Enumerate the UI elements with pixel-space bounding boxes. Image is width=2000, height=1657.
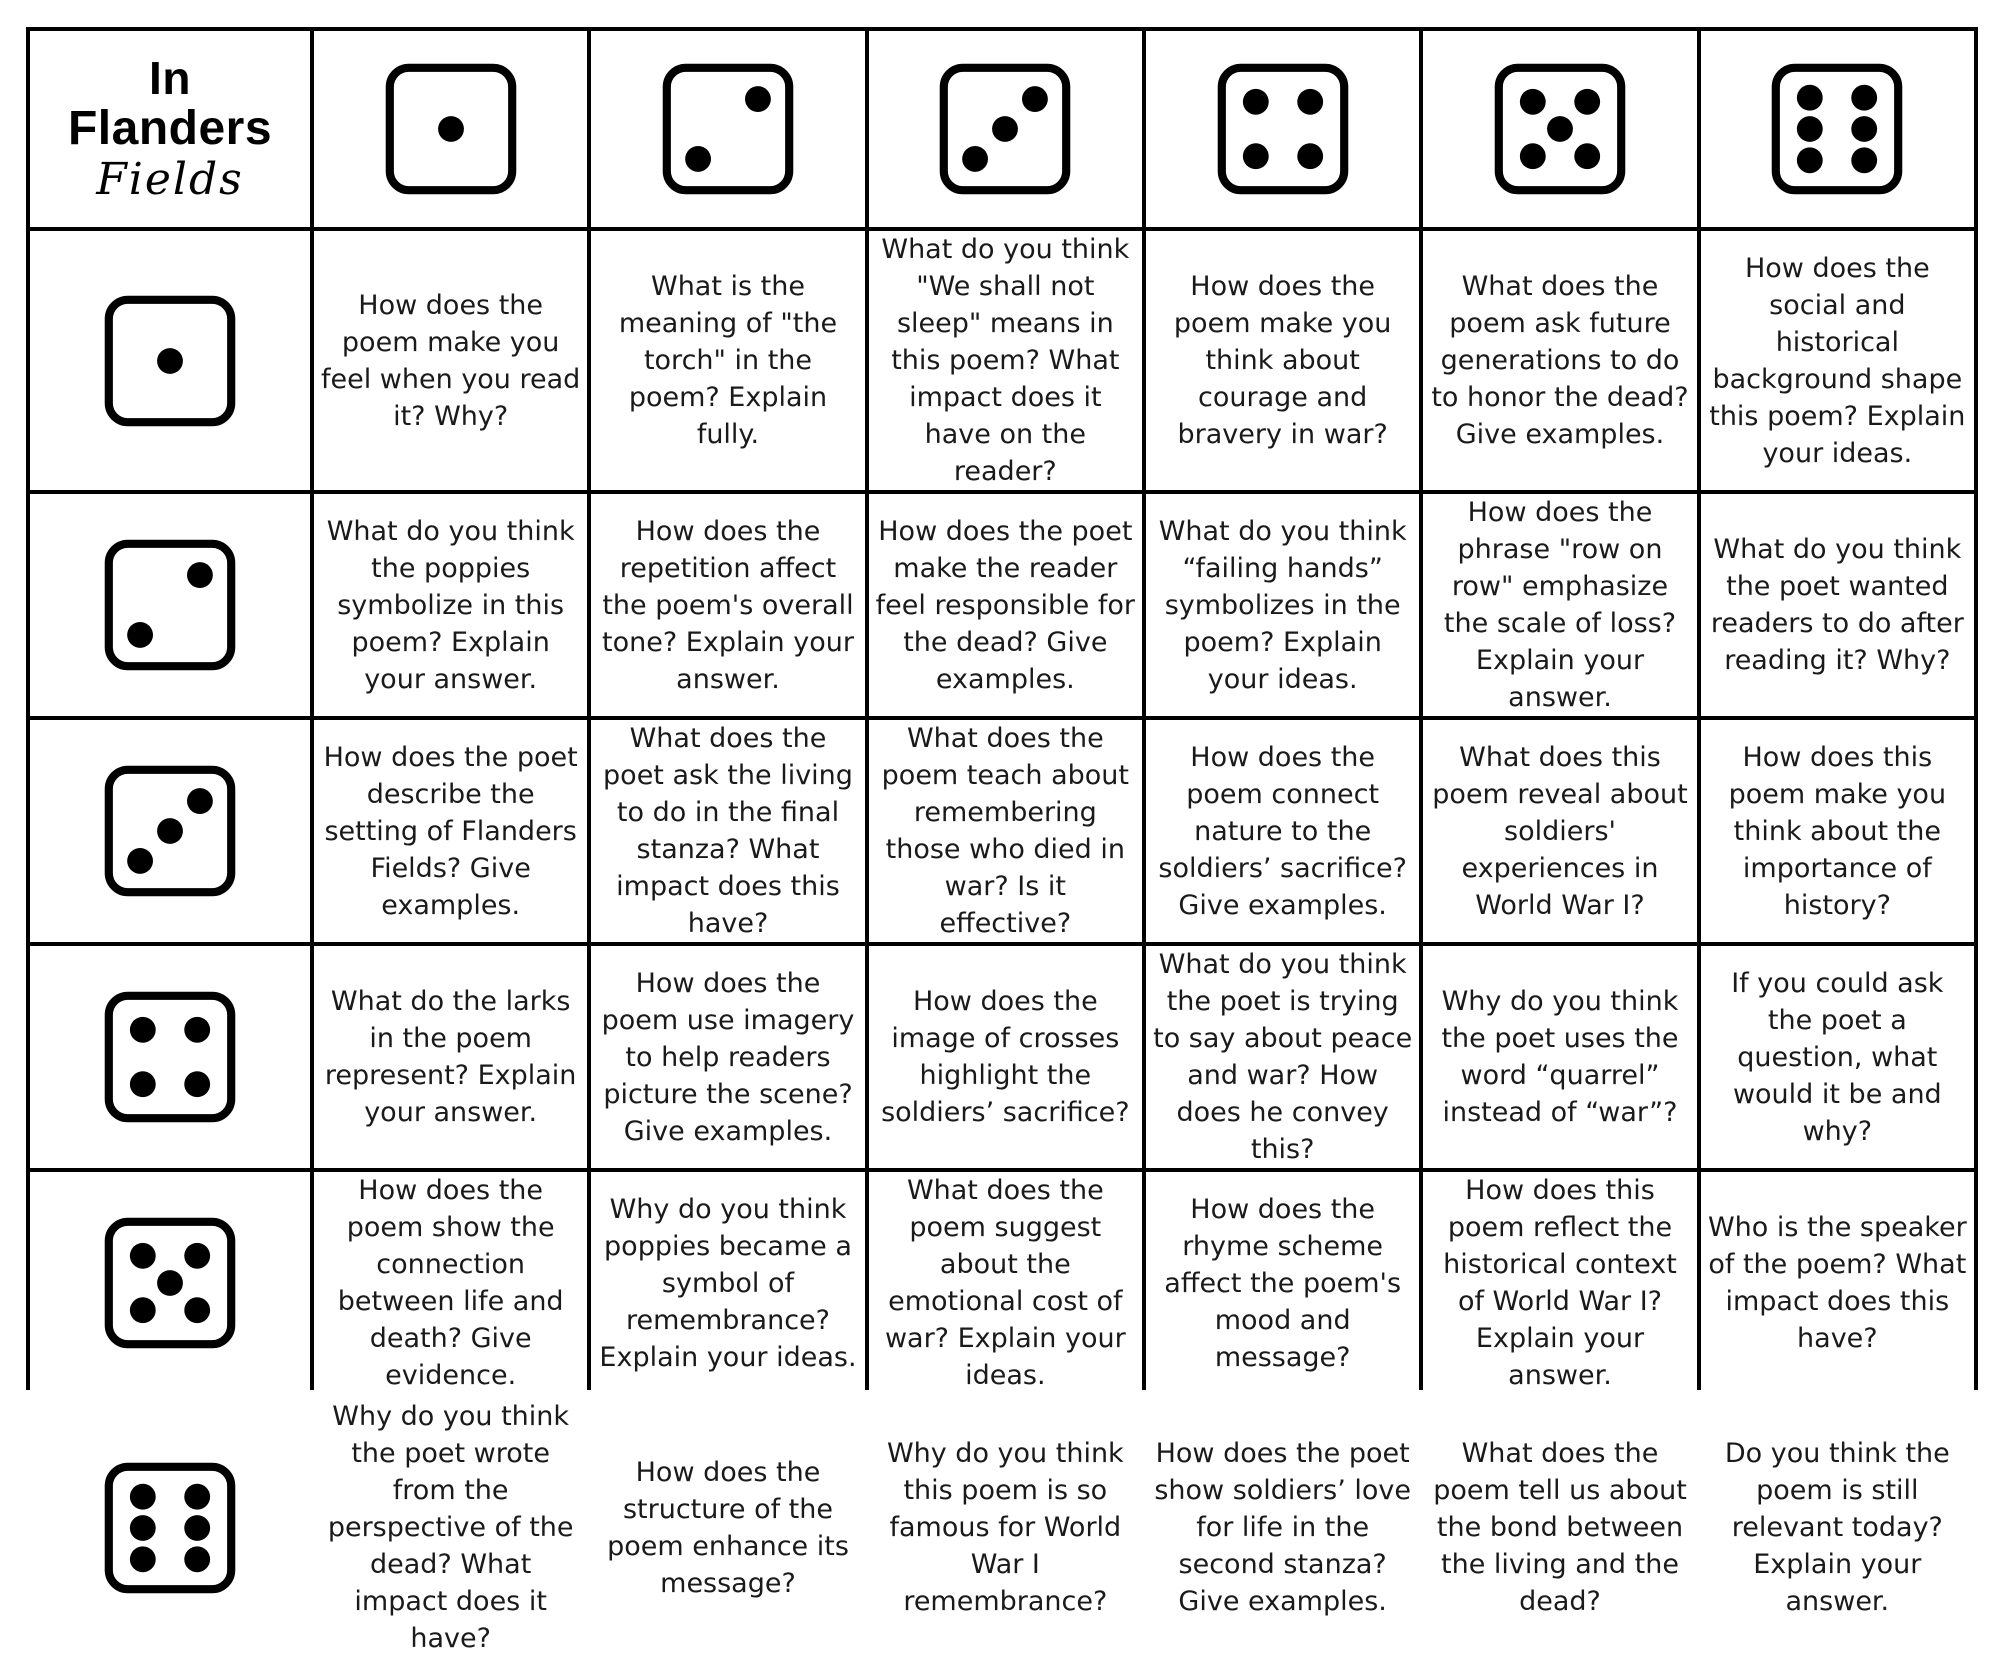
die-face — [109, 996, 231, 1118]
die-pip — [130, 1483, 156, 1509]
question-cell — [1423, 1398, 1696, 1657]
die-pip — [1297, 143, 1323, 169]
die-pip — [184, 1483, 210, 1509]
die-5-icon — [102, 1215, 238, 1351]
question-cell — [1423, 946, 1696, 1168]
question-text: What is the meaning of "the torch" in the poem? Explain fully. — [618, 271, 838, 450]
die-3-icon — [102, 763, 238, 899]
die-pip — [1574, 143, 1600, 169]
question-text: How does the repetition affect the poem's overall tone? Explain your answer. — [602, 515, 854, 695]
row-header-die-2 — [30, 494, 310, 716]
question-text: How does the image of crosses highlight the soldiers’ sacrifice? — [881, 986, 1130, 1128]
question-cell — [869, 720, 1142, 942]
question-cell — [591, 231, 864, 490]
question-text: How does the phrase "row on row" emphasize the scale of loss? Explain your answer. — [1443, 497, 1677, 713]
question-text: Why do you think the poet uses the word “quarrel” instead of “war”? — [1441, 986, 1679, 1128]
question-text: How does the poem make you think about courage and bravery in war? — [1173, 271, 1392, 450]
die-pip — [1022, 86, 1048, 112]
die-face — [109, 1466, 231, 1588]
die-4-icon — [102, 989, 238, 1125]
question-text: How does the poem show the connection between life and death? Give evidence. — [337, 1175, 564, 1391]
question-cell — [1701, 720, 1974, 942]
die-pip — [184, 1017, 210, 1043]
die-6-icon — [102, 1460, 238, 1596]
column-header-die-1 — [314, 31, 587, 227]
die-4-icon — [1215, 61, 1351, 197]
question-text: Who is the speaker of the poem? What impact does this have? — [1707, 1212, 1967, 1354]
question-text: How does the poem use imagery to help readers picture the scene? Give examples. — [601, 967, 855, 1147]
question-cell — [591, 1398, 864, 1657]
question-text: Why do you think poppies became a symbol of remembrance? Explain your ideas. — [599, 1193, 857, 1373]
question-cell — [1423, 494, 1696, 716]
column-header-die-3 — [869, 31, 1142, 227]
row-header-die-3 — [30, 720, 310, 942]
question-cell — [1701, 231, 1974, 490]
question-cell — [591, 946, 864, 1168]
column-header-die-2 — [591, 31, 864, 227]
question-text: How does the rhyme scheme affect the poem's mood and message? — [1164, 1193, 1402, 1373]
question-cell — [1146, 720, 1419, 942]
question-cell — [869, 231, 1142, 490]
question-cell — [869, 1172, 1142, 1394]
question-text: Why do you think this poem is so famous for World War I remembrance? — [886, 1438, 1124, 1617]
question-cell — [869, 1398, 1142, 1657]
question-text: If you could ask the poet a question, what would it be and why? — [1731, 967, 1944, 1147]
question-cell — [869, 946, 1142, 1168]
die-pip — [1797, 116, 1823, 142]
question-text: What does the poem tell us about the bond between the living and the dead? — [1433, 1438, 1687, 1617]
die-pip — [1547, 116, 1573, 142]
die-pip — [184, 1546, 210, 1572]
question-cell — [1701, 946, 1974, 1168]
column-header-die-4 — [1146, 31, 1419, 227]
question-text: What do you think the poppies symbolize in this poem? Explain your answer. — [326, 515, 575, 695]
die-pip — [130, 1546, 156, 1572]
die-pip — [130, 1297, 156, 1323]
die-2-icon — [660, 61, 796, 197]
question-cell — [869, 494, 1142, 716]
die-3-icon — [937, 61, 1073, 197]
question-cell — [1423, 720, 1696, 942]
die-pip — [1520, 143, 1546, 169]
die-pip — [157, 818, 183, 844]
question-cell — [1146, 1172, 1419, 1394]
die-pip — [685, 146, 711, 172]
question-text: How does the poem connect nature to the soldiers’ sacrifice? Give examples. — [1158, 741, 1407, 921]
question-text: How does this poem reflect the historical context of World War I? Explain your answer. — [1443, 1175, 1677, 1391]
die-pip — [184, 1297, 210, 1323]
question-cell — [1701, 1172, 1974, 1394]
die-pip — [130, 1515, 156, 1541]
die-pip — [1520, 89, 1546, 115]
question-cell — [314, 494, 587, 716]
die-pip — [157, 348, 183, 374]
question-text: What do the larks in the poem represent? Explain your answer. — [324, 986, 577, 1128]
question-text: How does the structure of the poem enhance its message? — [607, 1456, 849, 1599]
die-pip — [187, 788, 213, 814]
question-cell — [1701, 494, 1974, 716]
question-cell — [314, 1398, 587, 1657]
die-pip — [184, 1515, 210, 1541]
column-header-die-6 — [1701, 31, 1974, 227]
die-pip — [962, 146, 988, 172]
die-pip — [1574, 89, 1600, 115]
dice-question-grid — [26, 27, 1978, 1654]
die-pip — [1243, 89, 1269, 115]
row-header-die-1 — [30, 231, 310, 490]
question-text: What do you think "We shall not sleep" means in this poem? What impact does it have on the reader? — [881, 234, 1130, 487]
die-pip — [187, 562, 213, 588]
die-pip — [438, 116, 464, 142]
title-cell — [30, 31, 310, 227]
question-cell — [591, 720, 864, 942]
die-pip — [130, 1017, 156, 1043]
die-pip — [157, 1270, 183, 1296]
title-line-1: In — [149, 52, 191, 104]
die-pip — [130, 1071, 156, 1097]
die-pip — [992, 116, 1018, 142]
die-1-icon — [383, 61, 519, 197]
die-1-icon — [102, 293, 238, 429]
question-text: What does this poem reveal about soldiers' experiences in World War I? — [1432, 741, 1688, 921]
question-cell — [1146, 1398, 1419, 1657]
question-cell — [1423, 231, 1696, 490]
question-text: How does the poet make the reader feel responsible for the dead? Give examples. — [875, 515, 1135, 695]
title-line-2: Flanders — [67, 102, 273, 155]
die-face — [1221, 68, 1343, 190]
die-pip — [1243, 143, 1269, 169]
die-pip — [184, 1243, 210, 1269]
die-face — [1776, 68, 1898, 190]
question-text: What does the poet ask the living to do in the final stanza? What impact does this have? — [603, 723, 853, 939]
die-pip — [130, 1243, 156, 1269]
question-cell — [314, 231, 587, 490]
question-cell — [1146, 494, 1419, 716]
die-face — [667, 68, 789, 190]
row-header-die-6 — [30, 1398, 310, 1657]
question-text: What does the poem teach about remembering those who died in war? Is it effective? — [881, 723, 1129, 939]
question-text: What do you think the poet wanted readers to do after reading it? Why? — [1710, 534, 1964, 676]
question-cell — [314, 1172, 587, 1394]
question-cell — [1146, 946, 1419, 1168]
die-pip — [127, 848, 153, 874]
question-text: What does the poem ask future generations to do to honor the dead? Give examples. — [1431, 271, 1689, 450]
question-text: What do you think the poet is trying to say about peace and war? How does he convey this? — [1153, 949, 1413, 1165]
die-5-icon — [1492, 61, 1628, 197]
row-header-die-5 — [30, 1172, 310, 1394]
die-pip — [1852, 147, 1878, 173]
question-cell — [591, 494, 864, 716]
die-pip — [1797, 147, 1823, 173]
title-line-3: Fields — [96, 154, 244, 205]
question-text: Why do you think the poet wrote from the perspective of the dead? What impact does it have? — [327, 1401, 574, 1654]
die-pip — [184, 1071, 210, 1097]
die-2-icon — [102, 537, 238, 673]
die-pip — [1797, 85, 1823, 111]
question-text: What does the poem suggest about the emotional cost of war? Explain your ideas. — [884, 1175, 1126, 1391]
column-header-die-5 — [1423, 31, 1696, 227]
question-cell — [1146, 231, 1419, 490]
question-text: How does the poet describe the setting of Flanders Fields? Give examples. — [323, 741, 578, 921]
question-text: Do you think the poem is still relevant today? Explain your answer. — [1724, 1438, 1950, 1617]
question-text: How does the poet show soldiers’ love for life in the second stanza? Give examples. — [1154, 1438, 1411, 1617]
die-pip — [127, 622, 153, 648]
die-face — [109, 544, 231, 666]
die-pip — [745, 86, 771, 112]
question-text: How does the poem make you feel when you read it? Why? — [321, 289, 581, 432]
die-pip — [1297, 89, 1323, 115]
question-text: What do you think “failing hands” symbolizes in the poem? Explain your ideas. — [1158, 515, 1407, 695]
question-text: How does this poem make you think about the importance of history? — [1728, 741, 1947, 921]
question-text: How does the social and historical background shape this poem? Explain your ideas. — [1709, 252, 1966, 469]
question-cell — [1701, 1398, 1974, 1657]
die-pip — [1852, 116, 1878, 142]
question-cell — [591, 1172, 864, 1394]
die-pip — [1852, 85, 1878, 111]
row-header-die-4 — [30, 946, 310, 1168]
question-cell — [1423, 1172, 1696, 1394]
die-6-icon — [1769, 61, 1905, 197]
question-cell — [314, 720, 587, 942]
question-cell — [314, 946, 587, 1168]
